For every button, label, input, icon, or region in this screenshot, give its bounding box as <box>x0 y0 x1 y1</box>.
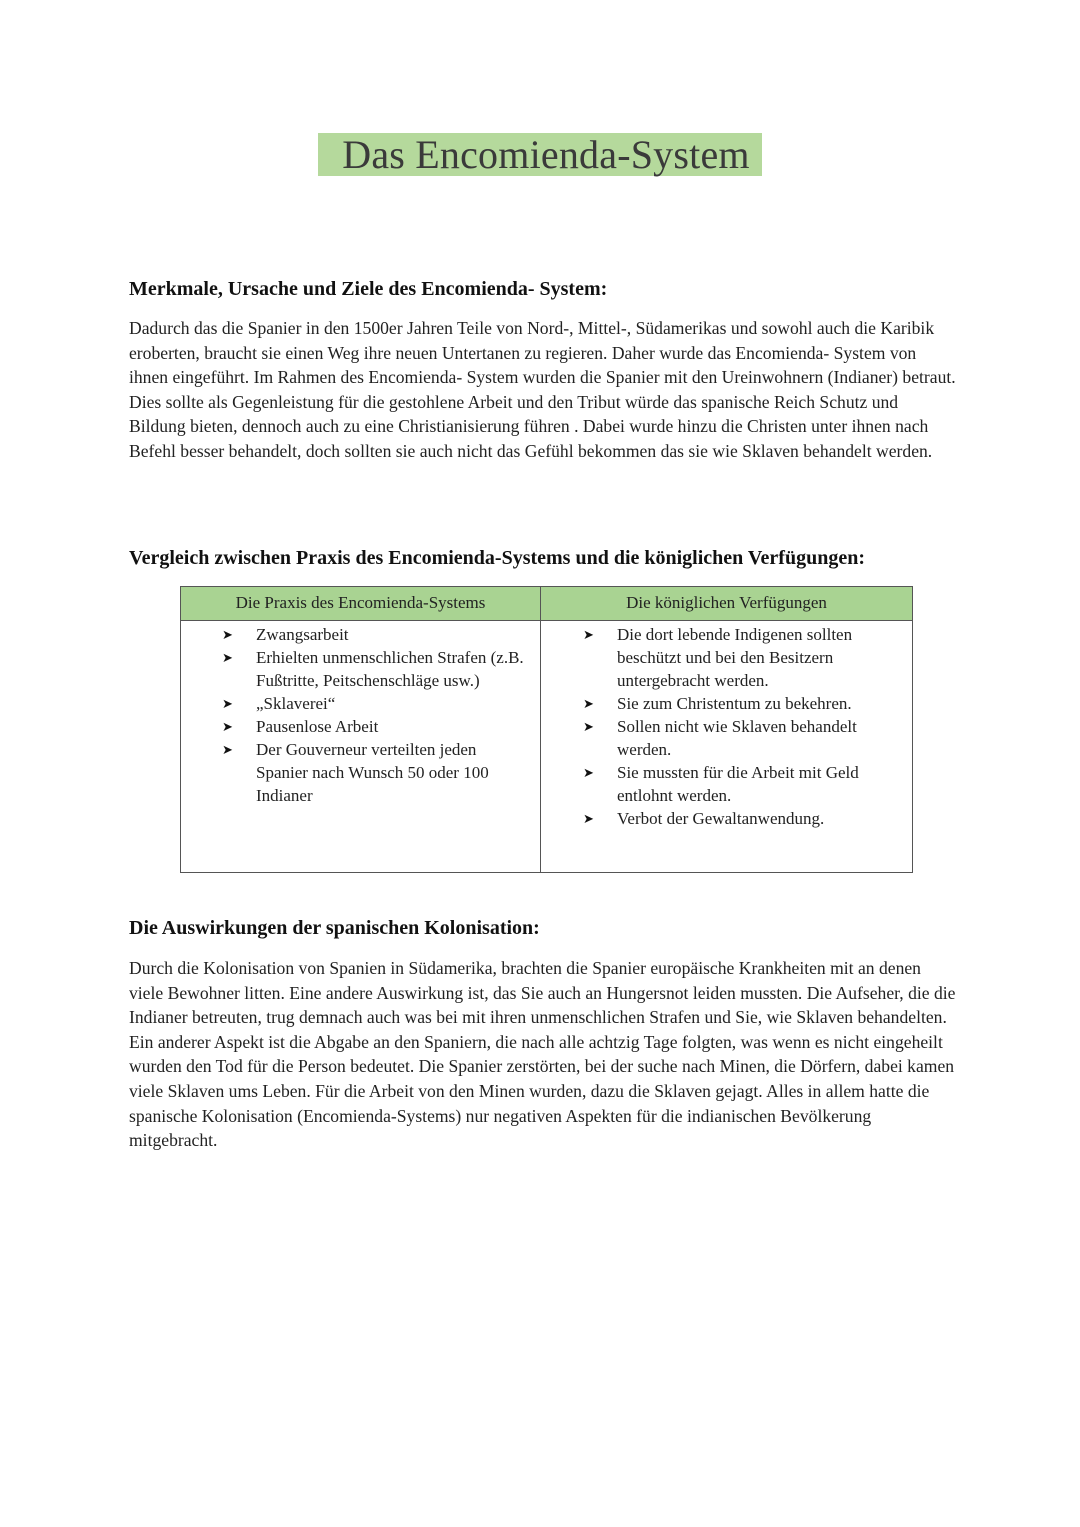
list-item <box>222 646 532 692</box>
arrowhead-bullet-icon: ➤ <box>222 650 233 665</box>
list-item <box>583 715 903 761</box>
section-heading-merkmale: Merkmale, Ursache und Ziele des Encomienda- System: <box>129 278 608 300</box>
table-column-divider <box>540 587 541 872</box>
list-item-text: Sie mussten für die Arbeit mit Geld entlohnt werden. <box>617 763 859 805</box>
list-item <box>583 623 903 692</box>
verfuegungen-list <box>583 623 903 830</box>
title-container <box>0 133 1080 176</box>
section-heading-vergleich: Vergleich zwischen Praxis des Encomienda-Systems und die königlichen Verfügungen: <box>129 547 865 569</box>
arrowhead-bullet-icon: ➤ <box>222 627 233 642</box>
list-item-text: Verbot der Gewaltanwendung. <box>617 809 825 828</box>
section-paragraph-merkmale: Dadurch das die Spanier in den 1500er Jahren Teile von Nord-, Mittel-, Südamerikas und sowohl auch die Karibik eroberten, braucht sie einen Weg ihre neuen Untertanen zu regieren. Daher wurde das Encomienda- System von ihnen eingeführt. Im Rahmen des Encomienda- System wurden die Spanier mit den Ureinwohnern (Indianer) betraut. Dies sollte als Gegenleistung für die gestohlene Arbeit und den Tribut würde das spanische Reich Schutz und Bildung bieten, dennoch auch zu eine Christianisierung führen . Dabei wurde hinzu die Christen unter ihnen nach Befehl besser behandelt, doch sollten sie auch nicht das Gefühl bekommen das sie wie Sklaven behandelt werden. <box>129 318 956 461</box>
list-item <box>222 715 532 738</box>
table-header-praxis: Die Praxis des Encomienda-Systems <box>235 593 486 612</box>
list-item-text: Der Gouverneur verteilten jeden Spanier nach Wunsch 50 oder 100 Indianer <box>256 740 489 805</box>
list-item <box>583 807 903 830</box>
list-item <box>222 738 532 807</box>
arrowhead-bullet-icon: ➤ <box>222 696 233 711</box>
arrowhead-bullet-icon: ➤ <box>583 696 594 711</box>
list-item-text: Die dort lebende Indigenen sollten beschützt und bei den Besitzern untergebracht werden. <box>617 625 853 690</box>
list-item <box>222 623 532 646</box>
list-item <box>583 692 903 715</box>
list-item <box>583 761 903 807</box>
arrowhead-bullet-icon: ➤ <box>222 719 233 734</box>
list-item-text: „Sklaverei“ <box>256 694 336 713</box>
list-item <box>222 692 532 715</box>
comparison-table <box>180 586 913 873</box>
arrowhead-bullet-icon: ➤ <box>583 765 594 780</box>
section-heading-auswirkungen: Die Auswirkungen der spanischen Kolonisation: <box>129 917 540 939</box>
list-item-text: Erhielten unmenschlichen Strafen (z.B. Fußtritte, Peitschenschläge usw.) <box>256 648 524 690</box>
section-paragraph-auswirkungen: Durch die Kolonisation von Spanien in Südamerika, brachten die Spanier europäische Krankheiten mit an denen viele Bewohner litten. Eine andere Auswirkung ist, das Sie auch an Hungersnot leiden mussten. Die Aufseher, die die Indianer betreuten, trug demnach auch was bei mit ihren unmenschlichen Strafen und Sie, wie Sklaven behandelten. Ein anderer Aspekt ist die Abgabe an den Spaniern, die nach alle achtzig Tage folgten, was wenn es nicht eingeheilt wurden den Tod für die Person bedeutet. Die Spanier zerstörten, bei der suche nach Minen, die Dörfern, dabei kamen viele Sklaven ums Leben. Für die Arbeit von den Minen wurden, dazu die Sklaven gejagt. Alles in allem hatte die spanische Kolonisation (Encomienda-Systems) nur negativen Aspekten für die indianischen Bevölkerung mitgebracht. <box>129 958 956 1151</box>
arrowhead-bullet-icon: ➤ <box>583 811 594 826</box>
arrowhead-bullet-icon: ➤ <box>583 719 594 734</box>
praxis-list <box>222 623 532 807</box>
list-item-text: Sollen nicht wie Sklaven behandelt werden. <box>617 717 857 759</box>
list-item-text: Pausenlose Arbeit <box>256 717 379 736</box>
list-item-text: Sie zum Christentum zu bekehren. <box>617 694 852 713</box>
arrowhead-bullet-icon: ➤ <box>583 627 594 642</box>
table-header-verfuegungen: Die königlichen Verfügungen <box>626 593 827 612</box>
page-title: Das Encomienda-System <box>318 133 761 176</box>
list-item-text: Zwangsarbeit <box>256 625 349 644</box>
arrowhead-bullet-icon: ➤ <box>222 742 233 757</box>
